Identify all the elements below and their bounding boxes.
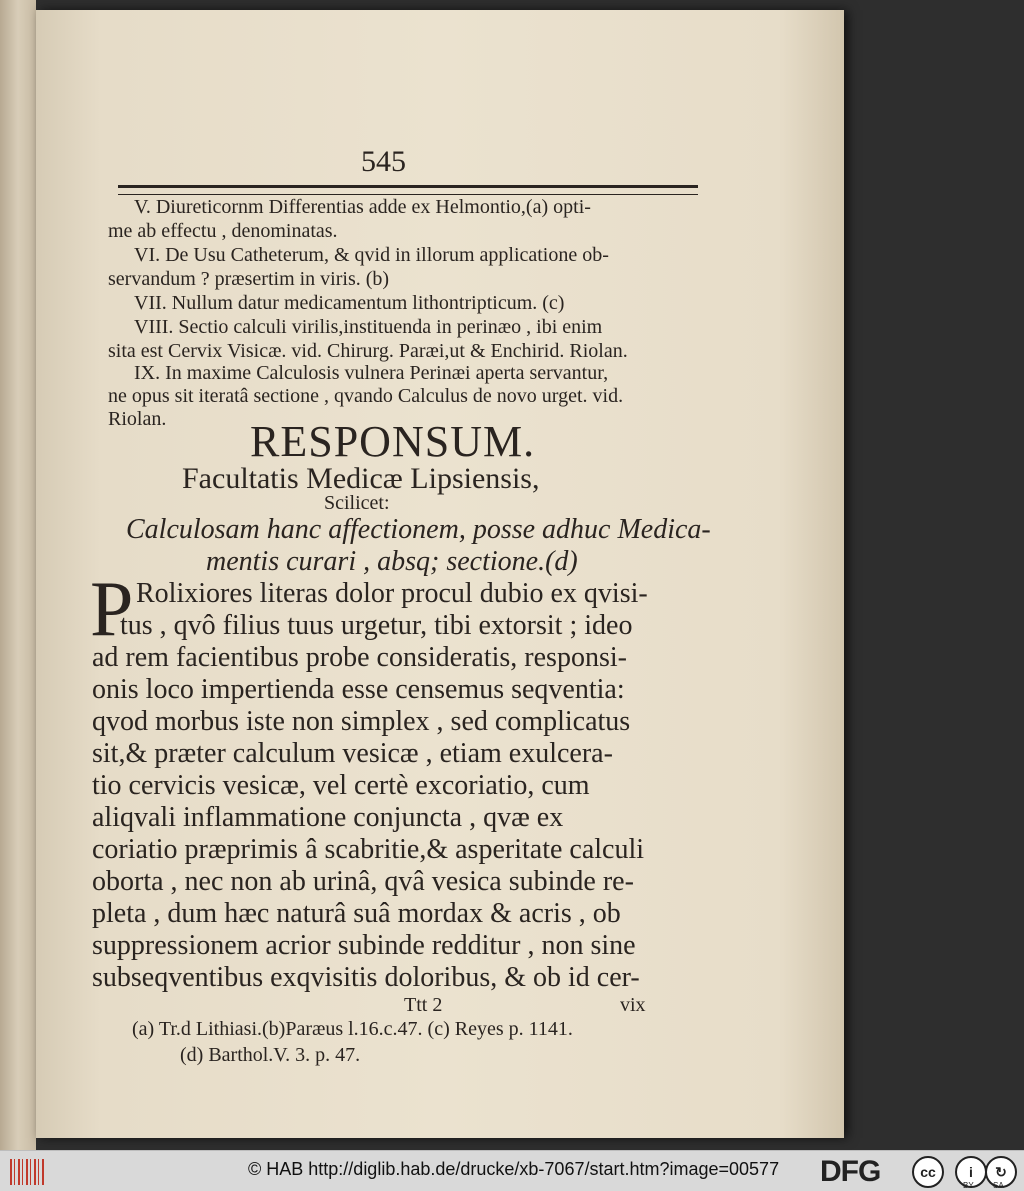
body-line-10: oborta , nec non ab urinâ, qvâ vesica subinde re- bbox=[92, 866, 634, 897]
barcode-icon bbox=[10, 1159, 46, 1185]
by-license-icon[interactable]: i bbox=[955, 1156, 987, 1188]
thesis-6-line2: servandum ? præsertim in viris. (b) bbox=[108, 268, 390, 290]
header-rule bbox=[118, 185, 698, 195]
by-label: BY bbox=[963, 1181, 974, 1190]
body-line-6: sit,& præter calculum vesicæ , etiam exulcera- bbox=[92, 738, 613, 769]
page-number: 545 bbox=[361, 145, 406, 178]
thesis-5-line2: me ab effectu , denominatas. bbox=[108, 220, 338, 242]
thesis-8-line1: VIII. Sectio calculi virilis,instituenda in perinæo , ibi enim bbox=[134, 316, 603, 338]
subheading-faculty: Facultatis Medicæ Lipsiensis, bbox=[182, 462, 540, 495]
thesis-7-line1: VII. Nullum datur medicamentum lithontripticum. (c) bbox=[134, 292, 565, 314]
body-line-2: tus , qvô filius tuus urgetur, tibi extorsit ; ideo bbox=[120, 610, 633, 641]
scilicet: Scilicet: bbox=[324, 492, 390, 514]
dfg-logo[interactable]: DFG bbox=[820, 1155, 881, 1188]
copyright-link[interactable]: © HAB http://diglib.hab.de/drucke/xb-7067/start.htm?image=00577 bbox=[248, 1159, 780, 1179]
thesis-9-line1: IX. In maxime Calculosis vulnera Perinæi aperta servantur, bbox=[134, 362, 609, 384]
body-line-12: suppressionem acrior subinde redditur , non sine bbox=[92, 930, 636, 961]
thesis-9-line2: ne opus sit iteratâ sectione , qvando Calculus de novo urget. vid. bbox=[108, 385, 624, 407]
facing-page-edge bbox=[0, 0, 36, 1150]
sa-license-icon[interactable]: ↻ bbox=[985, 1156, 1017, 1188]
body-line-5: qvod morbus iste non simplex , sed complicatus bbox=[92, 706, 631, 737]
body-line-1: Rolixiores literas dolor procul dubio ex qvisi- bbox=[136, 578, 648, 609]
body-line-7: tio cervicis vesicæ, vel certè excoriatio, cum bbox=[92, 770, 590, 801]
body-line-13: subseqventibus exqvisitis doloribus, & ob id cer- bbox=[92, 962, 640, 993]
thesis-6-line1: VI. De Usu Catheterum, & qvid in illorum applicatione ob- bbox=[134, 244, 609, 266]
cc-license-icon[interactable]: cc bbox=[912, 1156, 944, 1188]
footnote-1: (a) Tr.d Lithiasi.(b)Paræus l.16.c.47. (c) Reyes p. 1141. bbox=[132, 1018, 573, 1040]
body-line-4: onis loco impertienda esse censemus seqventia: bbox=[92, 674, 625, 705]
signature-mark: Ttt 2 bbox=[404, 994, 443, 1016]
body-line-3: ad rem facientibus probe consideratis, responsi- bbox=[92, 642, 627, 673]
thesis-5-line1: V. Diureticornm Differentias adde ex Helmontio,(a) opti- bbox=[134, 196, 591, 218]
drop-cap: P bbox=[90, 565, 134, 652]
viewer-footer bbox=[0, 1150, 1024, 1191]
body-line-9: coriatio præprimis â scabritie,& asperitate calculi bbox=[92, 834, 645, 865]
catchword: vix bbox=[620, 994, 646, 1016]
book-page bbox=[36, 10, 844, 1138]
italic-line-1: Calculosam hanc affectionem, posse adhuc Medica- bbox=[126, 514, 711, 545]
body-line-11: pleta , dum hæc naturâ suâ mordax & acris , ob bbox=[92, 898, 621, 929]
heading-responsum: RESPONSUM. bbox=[250, 417, 536, 466]
italic-line-2: mentis curari , absq; sectione.(d) bbox=[206, 546, 578, 577]
thesis-9-line3: Riolan. bbox=[108, 408, 167, 430]
sa-label: SA bbox=[993, 1181, 1004, 1190]
thesis-8-line2: sita est Cervix Visicæ. vid. Chirurg. Paræi,ut & Enchirid. Riolan. bbox=[108, 340, 628, 362]
body-line-8: aliqvali inflammatione conjuncta , qvæ ex bbox=[92, 802, 564, 833]
footnote-2: (d) Barthol.V. 3. p. 47. bbox=[180, 1044, 361, 1066]
